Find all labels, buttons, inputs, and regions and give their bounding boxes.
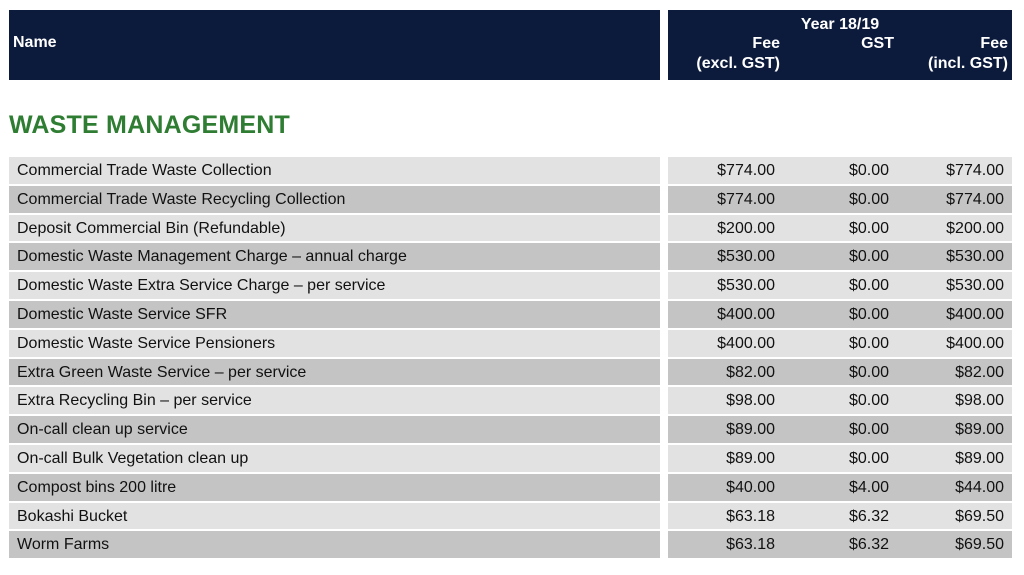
fee-table-body — [0, 156, 1024, 559]
table-row — [0, 502, 1024, 531]
table-row — [0, 185, 1024, 214]
row-name: On-call clean up service — [17, 421, 188, 439]
row-values-cell — [668, 474, 1012, 501]
row-values-cell — [668, 387, 1012, 414]
row-fee-incl-gst: $774.00 — [946, 190, 1004, 208]
row-fee-incl-gst: $530.00 — [946, 248, 1004, 266]
gst-header: GST — [861, 35, 894, 52]
row-fee-incl-gst: $200.00 — [946, 219, 1004, 237]
row-gst: $4.00 — [848, 478, 889, 496]
row-fee-excl-gst: $400.00 — [717, 334, 775, 352]
row-fee-incl-gst: $400.00 — [946, 305, 1004, 323]
table-row — [0, 415, 1024, 444]
row-name-cell — [9, 359, 660, 386]
row-gst: $6.32 — [848, 536, 889, 554]
table-header-fees-cell — [668, 10, 1012, 80]
table-row — [0, 358, 1024, 387]
table-row — [0, 530, 1024, 559]
row-name-cell — [9, 243, 660, 270]
row-values-cell — [668, 503, 1012, 530]
table-header-name-cell — [9, 10, 660, 80]
row-fee-incl-gst: $69.50 — [955, 507, 1004, 525]
row-name-cell — [9, 301, 660, 328]
row-name: Commercial Trade Waste Collection — [17, 162, 272, 179]
table-row — [0, 473, 1024, 502]
fee-excl-gst-header — [696, 34, 780, 74]
table-row — [0, 444, 1024, 473]
row-name: Extra Recycling Bin – per service — [17, 392, 252, 410]
row-gst: $0.00 — [848, 449, 889, 467]
fee-excl-gst-header-line1: Fee — [752, 35, 780, 52]
row-values-cell — [668, 301, 1012, 328]
row-gst: $0.00 — [848, 277, 889, 295]
row-name-cell — [9, 474, 660, 501]
row-values-cell — [668, 186, 1012, 213]
row-values-cell — [668, 243, 1012, 270]
row-values-cell — [668, 272, 1012, 299]
row-fee-excl-gst: $200.00 — [717, 219, 775, 237]
row-fee-excl-gst: $40.00 — [726, 478, 775, 496]
row-gst: $0.00 — [848, 219, 889, 237]
row-fee-incl-gst: $82.00 — [955, 363, 1004, 381]
row-fee-incl-gst: $44.00 — [955, 478, 1004, 496]
row-name: Extra Green Waste Service – per service — [17, 363, 307, 381]
table-row — [0, 300, 1024, 329]
row-gst: $0.00 — [848, 421, 889, 439]
row-gst: $0.00 — [848, 363, 889, 381]
row-name: Domestic Waste Extra Service Charge – per service — [17, 277, 386, 295]
year-header: Year 18/19 — [800, 16, 880, 33]
row-values-cell — [668, 330, 1012, 357]
row-name-cell — [9, 186, 660, 213]
row-name: Worm Farms — [17, 536, 110, 554]
row-fee-incl-gst: $530.00 — [946, 277, 1004, 295]
row-fee-incl-gst: $69.50 — [955, 536, 1004, 554]
row-name: Domestic Waste Service Pensioners — [17, 334, 276, 352]
row-name: Compost bins 200 litre — [17, 478, 177, 496]
row-fee-excl-gst: $774.00 — [717, 162, 775, 179]
row-name-cell — [9, 330, 660, 357]
table-row — [0, 329, 1024, 358]
row-fee-incl-gst: $98.00 — [955, 392, 1004, 410]
name-column-header: Name — [13, 34, 57, 51]
row-name-cell — [9, 416, 660, 443]
row-gst: $6.32 — [848, 507, 889, 525]
row-fee-excl-gst: $63.18 — [726, 536, 775, 554]
fee-incl-gst-header — [928, 34, 1008, 74]
fee-incl-gst-header-line2: (incl. GST) — [928, 55, 1008, 72]
section-title: WASTE MANAGEMENT — [9, 111, 290, 139]
row-gst: $0.00 — [848, 190, 889, 208]
row-values-cell — [668, 157, 1012, 184]
row-values-cell — [668, 359, 1012, 386]
row-gst: $0.00 — [848, 305, 889, 323]
row-fee-excl-gst: $89.00 — [726, 449, 775, 467]
row-name: Bokashi Bucket — [17, 507, 128, 525]
row-name-cell — [9, 503, 660, 530]
row-fee-incl-gst: $774.00 — [946, 162, 1004, 179]
row-gst: $0.00 — [848, 248, 889, 266]
fee-incl-gst-header-line1: Fee — [980, 35, 1008, 52]
table-row — [0, 386, 1024, 415]
fee-excl-gst-header-line2: (excl. GST) — [696, 55, 780, 72]
table-row — [0, 214, 1024, 243]
row-name: On-call Bulk Vegetation clean up — [17, 449, 249, 467]
row-name: Deposit Commercial Bin (Refundable) — [17, 219, 286, 237]
row-gst: $0.00 — [848, 334, 889, 352]
row-name-cell — [9, 445, 660, 472]
row-fee-excl-gst: $774.00 — [717, 190, 775, 208]
row-gst: $0.00 — [848, 392, 889, 410]
row-name: Domestic Waste Service SFR — [17, 305, 228, 323]
row-values-cell — [668, 531, 1012, 558]
row-name-cell — [9, 387, 660, 414]
row-values-cell — [668, 445, 1012, 472]
row-name-cell — [9, 157, 660, 184]
row-name: Commercial Trade Waste Recycling Collection — [17, 190, 346, 208]
row-fee-excl-gst: $63.18 — [726, 507, 775, 525]
row-name-cell — [9, 272, 660, 299]
row-name-cell — [9, 531, 660, 558]
table-row — [0, 242, 1024, 271]
row-values-cell — [668, 416, 1012, 443]
row-name-cell — [9, 215, 660, 242]
row-fee-excl-gst: $530.00 — [717, 248, 775, 266]
table-row — [0, 271, 1024, 300]
row-fee-incl-gst: $400.00 — [946, 334, 1004, 352]
row-fee-excl-gst: $98.00 — [726, 392, 775, 410]
row-name: Domestic Waste Management Charge – annual charge — [17, 248, 407, 266]
row-gst: $0.00 — [848, 162, 889, 179]
row-fee-excl-gst: $82.00 — [726, 363, 775, 381]
row-fee-incl-gst: $89.00 — [955, 421, 1004, 439]
row-fee-incl-gst: $89.00 — [955, 449, 1004, 467]
row-fee-excl-gst: $400.00 — [717, 305, 775, 323]
row-values-cell — [668, 215, 1012, 242]
row-fee-excl-gst: $89.00 — [726, 421, 775, 439]
row-fee-excl-gst: $530.00 — [717, 277, 775, 295]
table-row — [0, 156, 1024, 185]
